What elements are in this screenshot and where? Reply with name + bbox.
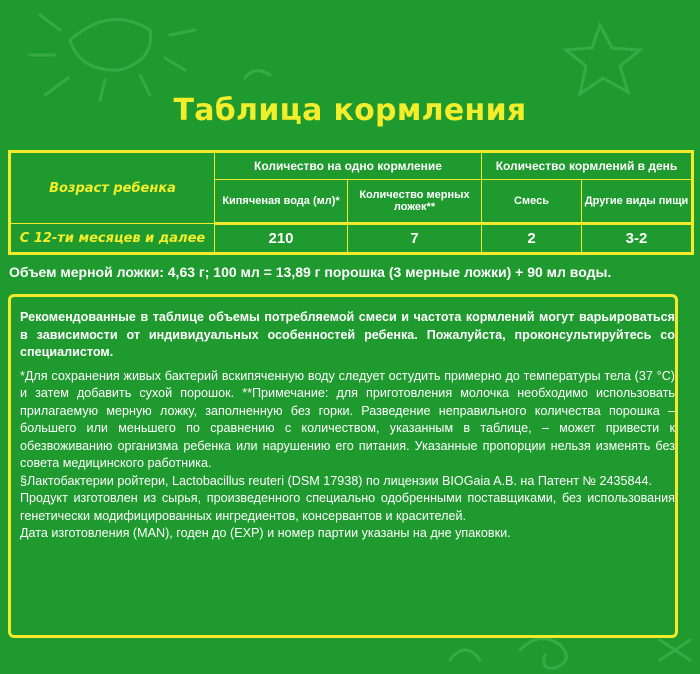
- date-info-note: Дата изготовления (MAN), годен до (EXP) и номер партии указаны на дне упаковки.: [20, 526, 511, 540]
- col-header-water: Кипяченая вода (мл)*: [215, 180, 348, 224]
- cell-spoons: 7: [348, 224, 482, 254]
- col-header-other: Другие виды пищи: [582, 180, 693, 224]
- production-note: Продукт изготовлен из сырья, произведенного специально одобренными поставщиками, без использования генетически модифицированных ингредиентов, консервантов и красителей.: [20, 491, 675, 523]
- water-spoon-note: *Для сохранения живых бактерий вскипяченную воду следует остудить примерно до температуры тела (37 °С) и затем добавить сухой порошок. **Примечание: для приготовления молочка необходимо использовать прилагаемую мерную ложку, заполненную без горки. Разведение неправильного количества порошка – большего или меньшего по сравнению с количеством, указанным в таблице, – может привести к обезвоживанию организма ребенка или нарушению его питания. Указанные пропорции нельзя изменять без совета медицинского работника.: [20, 368, 675, 470]
- swirl-doodle-icon: [520, 639, 566, 669]
- cell-formula: 2: [482, 224, 582, 254]
- measure-note: Объем мерной ложки: 4,63 г; 100 мл = 13,89 г порошка (3 мерные ложки) + 90 мл воды.: [9, 264, 612, 280]
- cell-other: 3-2: [582, 224, 693, 254]
- cell-water: 210: [215, 224, 348, 254]
- mark-doodle-icon: [660, 640, 690, 660]
- cloud-doodle-icon: [245, 71, 270, 78]
- cell-age: С 12-ти месяцев и далее: [10, 224, 215, 254]
- col-header-spoons: Количество мерных ложек**: [348, 180, 482, 224]
- lactobacteria-note: §Лактобактерии ройтери, Lactobacillus reuteri (DSM 17938) по лицензии BIOGaia A.B. на Патент № 2435844.: [20, 473, 653, 488]
- table-header-row: [10, 152, 693, 180]
- feeding-table: [8, 150, 694, 255]
- table-row: [10, 224, 693, 254]
- info-box: [8, 294, 678, 638]
- sun-doodle-icon: [30, 15, 195, 100]
- col-header-formula: Смесь: [482, 180, 582, 224]
- group-header-per-feeding: Количество на одно кормление: [215, 152, 482, 180]
- recommendation-text: Рекомендованные в таблице объемы потребляемой смеси и частота кормлений могут варьироваться в зависимости от индивидуальных особенностей ребенка. Пожалуйста, проконсультируйтесь со специалистом.: [20, 310, 675, 359]
- age-header: Возраст ребенка: [10, 152, 215, 224]
- star-doodle-icon: [566, 25, 640, 94]
- bird-doodle-icon: [450, 650, 480, 660]
- page-title: Таблица кормления: [173, 93, 527, 128]
- group-header-per-day: Количество кормлений в день: [482, 152, 693, 180]
